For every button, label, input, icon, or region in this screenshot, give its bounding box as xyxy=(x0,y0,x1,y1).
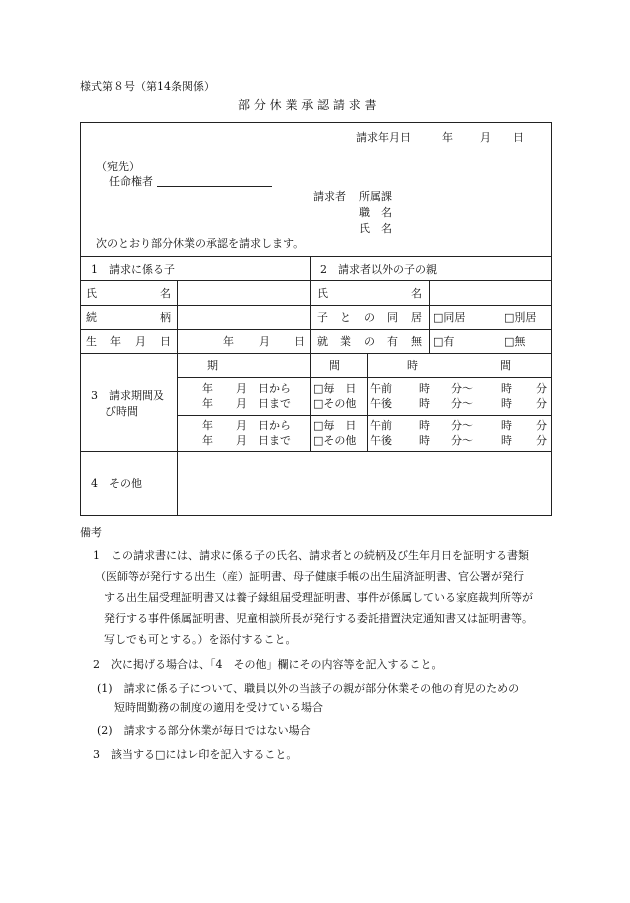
cohab-label-5: 居 xyxy=(411,311,422,324)
note-2: 2 次に掲げる場合は、「4 その他」欄にその内容等を記入すること。 xyxy=(93,658,443,671)
period-a-to: 日まで xyxy=(258,397,291,410)
birth-label-4: 日 xyxy=(160,335,171,348)
period-b-from-month: 月 xyxy=(236,419,247,432)
cohab-separate-checkbox[interactable]: □別居 xyxy=(504,311,537,324)
time-b-pm-min: 分〜 xyxy=(451,434,473,447)
employ-yes-checkbox[interactable]: □有 xyxy=(433,335,455,348)
time-header-1: 時 xyxy=(407,359,418,372)
relation-label-2: 柄 xyxy=(160,311,171,324)
time-b-pm-hour: 時 xyxy=(419,434,430,447)
cohab-label-1: 子 xyxy=(317,311,328,324)
period-b-other-checkbox[interactable]: □その他 xyxy=(313,434,357,447)
employ-label-5: 無 xyxy=(411,335,422,348)
appointer-label: 任命権者 xyxy=(109,175,153,188)
period-a-everyday-checkbox[interactable]: □毎 日 xyxy=(313,382,357,395)
note-2-1-line-1: (1) 請求に係る子について、職員以外の当該子の親が部分休業その他の育児のための xyxy=(97,682,520,695)
time-b-am: 午前 xyxy=(370,419,392,432)
cohab-label-3: の xyxy=(364,311,375,324)
birth-year: 年 xyxy=(223,335,234,348)
employ-label-3: の xyxy=(364,335,375,348)
period-a-from: 日から xyxy=(258,382,291,395)
request-statement: 次のとおり部分休業の承認を請求します。 xyxy=(96,237,305,250)
section-4-label: 4 その他 xyxy=(91,477,142,490)
date-year: 年 xyxy=(442,131,453,144)
notes-heading: 備考 xyxy=(80,526,102,539)
time-a-pm-min2: 分 xyxy=(536,397,547,410)
period-a-from-month: 月 xyxy=(236,382,247,395)
time-b-am-min: 分〜 xyxy=(451,419,473,432)
child-name-label-2: 名 xyxy=(160,287,171,300)
cohab-label-2: と xyxy=(340,311,351,324)
section-1-header: 1 請求に係る子 xyxy=(91,263,175,276)
time-a-am-hour: 時 xyxy=(419,382,430,395)
time-header-2: 間 xyxy=(500,359,511,372)
section-3-label-line2: び時間 xyxy=(105,405,138,418)
period-b-from-year: 年 xyxy=(202,419,213,432)
time-b-pm-min2: 分 xyxy=(536,434,547,447)
period-b-from: 日から xyxy=(258,419,291,432)
time-a-pm-hour2: 時 xyxy=(501,397,512,410)
birth-day: 日 xyxy=(294,335,305,348)
time-a-pm-hour: 時 xyxy=(419,397,430,410)
page-title: 部 分 休 業 承 認 請 求 書 xyxy=(238,98,377,112)
time-a-am-min2: 分 xyxy=(536,382,547,395)
birth-label-3: 月 xyxy=(135,335,146,348)
parent-name-label-2: 名 xyxy=(411,287,422,300)
addressee-label: （宛先） xyxy=(96,160,140,173)
period-b-everyday-checkbox[interactable]: □毎 日 xyxy=(313,419,357,432)
requester-label: 請求者 xyxy=(313,190,346,203)
note-2-2: (2) 請求する部分休業が毎日ではない場合 xyxy=(97,724,311,737)
appointer-underline xyxy=(157,186,272,187)
department-label: 所属課 xyxy=(359,190,392,203)
employ-no-checkbox[interactable]: □無 xyxy=(504,335,526,348)
employ-label-4: 有 xyxy=(387,335,398,348)
section-2-header: 2 請求者以外の子の親 xyxy=(320,263,437,276)
time-b-am-hour2: 時 xyxy=(501,419,512,432)
date-day: 日 xyxy=(513,131,524,144)
parent-name-label-1: 氏 xyxy=(317,287,328,300)
period-a-to-month: 月 xyxy=(236,397,247,410)
employ-label-1: 就 xyxy=(317,335,328,348)
time-b-am-min2: 分 xyxy=(536,419,547,432)
cohab-same-checkbox[interactable]: □同居 xyxy=(433,311,466,324)
section-3-label-line1: 3 請求期間及 xyxy=(91,389,164,402)
time-a-am-hour2: 時 xyxy=(501,382,512,395)
time-a-am-min: 分〜 xyxy=(451,382,473,395)
period-header-1: 期 xyxy=(207,359,218,372)
birth-label-1: 生 xyxy=(86,335,97,348)
period-header-2: 間 xyxy=(329,359,340,372)
period-b-to-year: 年 xyxy=(202,434,213,447)
period-a-to-year: 年 xyxy=(202,397,213,410)
time-a-am: 午前 xyxy=(370,382,392,395)
time-b-pm: 午後 xyxy=(370,434,392,447)
cohab-label-4: 同 xyxy=(387,311,398,324)
child-name-label-1: 氏 xyxy=(86,287,97,300)
time-b-pm-hour2: 時 xyxy=(501,434,512,447)
name-label: 氏 名 xyxy=(359,222,392,235)
position-label: 職 名 xyxy=(359,206,392,219)
note-1-line-2: （医師等が発行する出生（産）証明書、母子健康手帳の出生届済証明書、官公署が発行 xyxy=(95,570,524,583)
period-a-other-checkbox[interactable]: □その他 xyxy=(313,397,357,410)
date-month: 月 xyxy=(480,131,491,144)
note-1-line-5: 写しでも可とする。）を添付すること。 xyxy=(104,633,297,646)
birth-month: 月 xyxy=(259,335,270,348)
time-a-pm: 午後 xyxy=(370,397,392,410)
note-1-line-1: 1 この請求書には、請求に係る子の氏名、請求者との続柄及び生年月日を証明する書類 xyxy=(93,549,529,562)
relation-label-1: 続 xyxy=(86,311,97,324)
period-a-from-year: 年 xyxy=(202,382,213,395)
period-b-to: 日まで xyxy=(258,434,291,447)
birth-label-2: 年 xyxy=(110,335,121,348)
request-date-label: 請求年月日 xyxy=(356,131,411,144)
time-a-pm-min: 分〜 xyxy=(451,397,473,410)
note-1-line-4: 発行する事件係属証明書、児童相談所長が発行する委託措置決定通知書又は証明書等。 xyxy=(104,612,533,625)
note-1-line-3: する出生届受理証明書又は養子縁組届受理証明書、事件が係属している家庭裁判所等が xyxy=(104,591,533,604)
note-3: 3 該当する□にはレ印を記入すること。 xyxy=(93,748,298,761)
note-2-1-line-2: 短時間勤務の制度の適用を受けている場合 xyxy=(114,701,323,714)
period-b-to-month: 月 xyxy=(236,434,247,447)
employ-label-2: 業 xyxy=(340,335,351,348)
form-number: 様式第８号（第14条関係） xyxy=(80,80,215,93)
time-b-am-hour: 時 xyxy=(419,419,430,432)
